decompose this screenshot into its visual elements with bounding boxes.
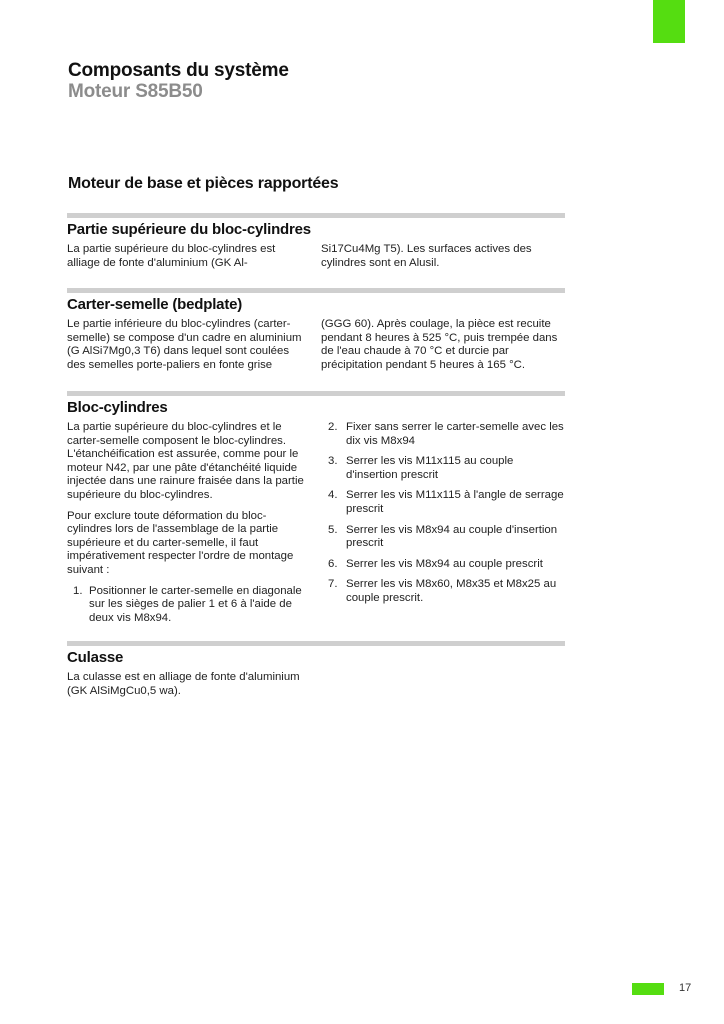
step-text: Serrer les vis M8x94 au couple d'insertion prescrit — [346, 523, 558, 550]
list-item — [67, 585, 308, 626]
paragraph: La partie supérieure du bloc-cylindres est alliage de fonte d'aluminium (GK Al- — [67, 243, 276, 269]
section-columns — [67, 318, 565, 372]
step-text: Positionner le carter-semelle en diagonale sur les sièges de palier 1 et 6 à l'aide de deux vis M8x94. — [89, 584, 302, 624]
list-item — [321, 578, 565, 605]
section-culasse — [67, 641, 565, 698]
top-accent-tab — [653, 0, 685, 43]
list-item — [321, 455, 565, 482]
step-number: 4. — [328, 489, 338, 502]
section-title: Partie supérieure du bloc-cylindres — [67, 221, 311, 238]
step-text: Serrer les vis M8x60, M8x35 et M8x25 au couple prescrit. — [346, 578, 557, 604]
step-number: 3. — [328, 455, 338, 468]
column-right — [321, 318, 565, 372]
step-number: 1. — [73, 584, 83, 597]
section-title: Bloc-cylindres — [67, 399, 168, 416]
section-divider — [67, 641, 565, 646]
step-number: 5. — [328, 523, 338, 536]
section-bloc-cylindres — [67, 391, 565, 632]
section-partie-superieure — [67, 213, 565, 270]
section-divider — [67, 288, 565, 293]
paragraph: (GGG 60). Après coulage, la pièce est recuite pendant 8 heures à 525 °C, puis trempée dans de l'eau chaude à 70 °C et durcie par précipitation pendant 5 heures à 165 °C. — [321, 318, 558, 371]
column-left — [67, 243, 308, 270]
paragraph: La partie supérieure du bloc-cylindres et le carter-semelle composent le bloc-cylindres. L'étanchéification est assurée, comme pour le moteur N42, par une pâte d'étanchéité liquide injectée dans une rainure fraisée dans la partie supérieure du bloc-cylindres. — [67, 421, 304, 501]
section-columns — [67, 421, 565, 632]
list-item — [321, 558, 565, 572]
assembly-steps-list — [67, 585, 308, 626]
column-left — [67, 421, 308, 632]
main-heading: Moteur de base et pièces rapportées — [68, 175, 339, 192]
page-number-accent — [632, 983, 664, 995]
list-item — [321, 524, 565, 551]
paragraph: La culasse est en alliage de fonte d'aluminium (GK AlSiMgCu0,5 wa). — [67, 671, 300, 697]
section-columns — [67, 671, 565, 698]
column-right — [321, 671, 565, 698]
section-title: Culasse — [67, 649, 124, 666]
document-title: Composants du système — [68, 60, 289, 81]
assembly-steps-list — [321, 421, 565, 606]
column-right — [321, 421, 565, 632]
paragraph: Pour exclure toute déformation du bloc-cylindres lors de l'assemblage de la partie supérieure et du carter-semelle, il faut impérativement respecter l'ordre de montage suivant : — [67, 509, 294, 576]
list-item — [321, 421, 565, 448]
step-number: 7. — [328, 578, 338, 591]
paragraph: Si17Cu4Mg T5). Les surfaces actives des cylindres sont en Alusil. — [321, 243, 532, 269]
list-item — [321, 489, 565, 516]
step-number: 2. — [328, 421, 338, 433]
column-left — [67, 671, 308, 698]
column-right — [321, 243, 565, 270]
step-text: Serrer les vis M11x115 au couple d'insertion prescrit — [346, 455, 514, 481]
section-columns — [67, 243, 565, 270]
section-divider — [67, 213, 565, 218]
step-text: Fixer sans serrer le carter-semelle avec les dix vis M8x94 — [346, 421, 564, 447]
step-text: Serrer les vis M8x94 au couple prescrit — [346, 557, 543, 570]
section-title: Carter-semelle (bedplate) — [67, 296, 243, 313]
paragraph: Le partie inférieure du bloc-cylindres (carter-semelle) se compose d'un cadre en aluminium (G AlSi7Mg0,3 T6) dans lequel sont coulées des semelles porte-paliers en fonte grise — [67, 318, 302, 371]
section-carter-semelle — [67, 288, 565, 372]
page-number: 17 — [679, 982, 692, 994]
step-text: Serrer les vis M11x115 à l'angle de serrage prescrit — [346, 489, 564, 515]
document-subtitle: Moteur S85B50 — [68, 81, 203, 102]
section-divider — [67, 391, 565, 396]
step-number: 6. — [328, 557, 338, 570]
column-left — [67, 318, 308, 372]
